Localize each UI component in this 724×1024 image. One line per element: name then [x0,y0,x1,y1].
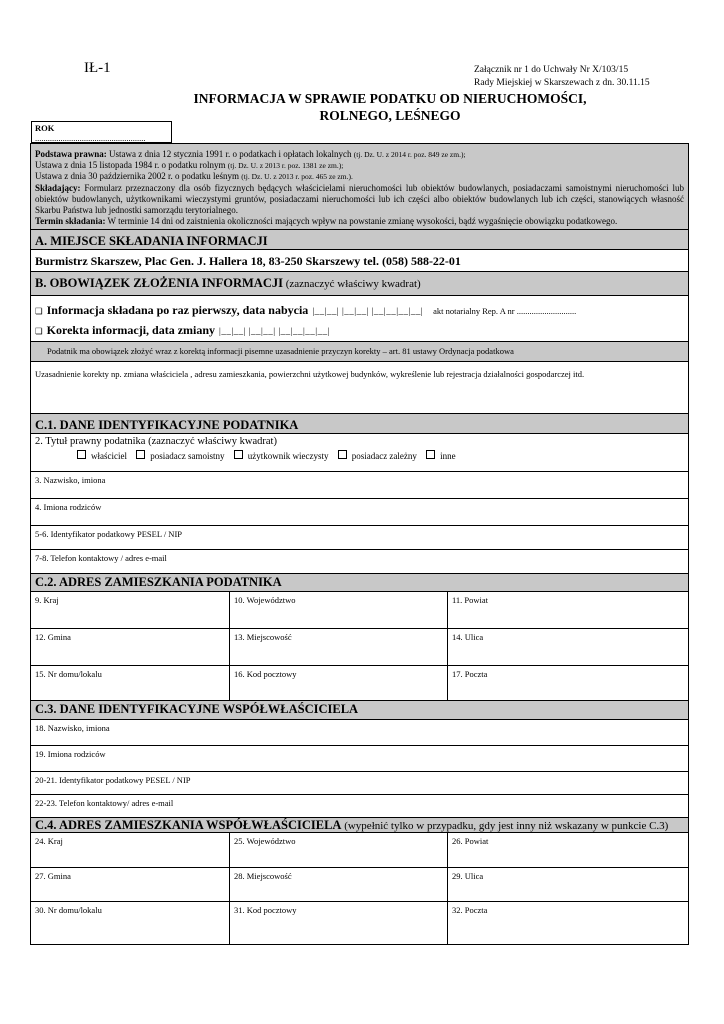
coowner-country-field[interactable] [31,833,229,867]
correction-row[interactable] [35,321,684,341]
correction-justification-field[interactable] [31,362,688,414]
notarial-deed-field[interactable]: akt notarialny Rep. A nr ............................ [433,306,577,316]
basis-3: Ustawa z dnia 30 października 2002 r. o podatku leśnym [35,171,242,182]
legal-title-field [31,434,688,472]
coowner-postal-code-label: 31. Kod pocztowy [234,905,297,915]
coowner-name-label: 18. Nazwisko, imiona [35,723,110,733]
acquisition-date-field[interactable]: |__|__| |__|__| |__|__|__|__| [312,306,424,316]
section-c1-header [31,414,688,434]
checkbox-independent-possessor[interactable] [136,450,145,459]
coowner-contact-field[interactable] [31,795,688,818]
legal-basis [31,144,688,230]
basis-2-ref: (tj. Dz. U. z 2013 r. poz. 1381 ze zm.); [227,161,344,171]
option-dependent-possessor-label: posiadacz zależny [351,451,417,461]
correction-label: Korekta informacji, data zmiany [46,323,216,337]
taxpayer-postal-code-field[interactable] [229,666,447,700]
coowner-post-office-field[interactable] [447,902,688,944]
basis-label: Podstawa prawna: [35,149,107,159]
section-c3-title: C.3. DANE IDENTYFIKACYJNE WSPÓŁWŁAŚCICIELA [35,702,359,716]
taxpayer-post-office-label: 17. Poczta [452,669,488,679]
year-placeholder: .................................................... [35,133,146,143]
taxpayer-locality-label: 13. Miejscowość [234,632,292,642]
year-field[interactable] [31,121,172,143]
basis-1: Ustawa z dnia 12 stycznia 1991 r. o podatkach i opłatach lokalnych [106,149,354,159]
coowner-street-label: 29. Ulica [452,871,484,881]
section-c3-header [31,701,688,720]
filer-text: Formularz przeznaczony dla osób fizycznych będących właścicielami nieruchomości lub obiektów budowlanych, posiadaczami samoistnymi nieruchomości lub obiektów budowlanych, użytkownikami wieczystymi gruntów, posiadaczami nieruchomości lub ich części albo obiektów budowlanych lub ich części, stanowiących własność Skarbu Państwa lub jednostki samorządu terytorialnego. [35,182,684,216]
coowner-address-row-2 [31,868,688,902]
year-label: ROK [35,123,55,133]
section-a-header [31,230,688,250]
taxpayer-street-field[interactable] [447,629,688,665]
coowner-commune-field[interactable] [31,868,229,901]
option-independent-possessor-label: posiadacz samoistny [150,451,225,461]
taxpayer-contact-field[interactable] [31,550,688,574]
coowner-address-row-3 [31,902,688,944]
coowner-street-field[interactable] [447,868,688,901]
taxpayer-street-label: 14. Ulica [452,632,484,642]
checkbox-other[interactable] [426,450,435,459]
tax-office-text: Burmistrz Skarszew, Plac Gen. J. Hallera 18, 83-250 Skarszewy tel. (058) 588-22-01 [35,254,461,268]
coowner-county-label: 26. Powiat [452,836,489,846]
taxpayer-house-number-field[interactable] [31,666,229,700]
annex-reference [474,64,650,90]
taxpayer-name-field[interactable] [31,472,688,499]
first-submission-row[interactable] [35,301,684,321]
taxpayer-county-field[interactable] [447,592,688,628]
taxpayer-county-label: 11. Powiat [452,595,489,605]
option-owner[interactable] [77,451,127,461]
taxpayer-house-number-label: 15. Nr domu/lokalu [35,669,102,679]
option-dependent-possessor[interactable] [338,451,417,461]
taxpayer-pesel-nip-field[interactable] [31,526,688,550]
section-c4-note: (wypełnić tylko w przypadku, gdy jest inny niż wskazany w punkcie C.3) [341,820,669,832]
form-code: IŁ-1 [84,60,111,76]
coowner-house-number-field[interactable] [31,902,229,944]
coowner-county-field[interactable] [447,833,688,867]
section-b-header [31,272,688,296]
deadline-label: Termin składania: [35,216,106,227]
first-submission-label: Informacja składana po raz pierwszy, data nabycia [46,303,309,317]
form-body [30,143,689,945]
tax-office [31,250,688,272]
taxpayer-pesel-nip-label: 5-6. Identyfikator podatkowy PESEL / NIP [35,529,182,539]
correction-duty-text: Podatnik ma obowiązek złożyć wraz z korektą informacji pisemne uzasadnienie przyczyn korekty – art. 81 ustawy Ordynacja podatkowa [47,346,514,356]
taxpayer-commune-field[interactable] [31,629,229,665]
document-title [100,90,680,124]
submission-type [31,296,688,342]
taxpayer-voivodeship-label: 10. Województwo [234,595,296,605]
taxpayer-address-row-3 [31,666,688,701]
coowner-house-number-label: 30. Nr domu/lokalu [35,905,102,915]
correction-duty-note [31,342,688,362]
coowner-pesel-nip-field[interactable] [31,772,688,795]
legal-title-label: 2. Tytuł prawny podatnika (zaznaczyć właściwy kwadrat) [35,436,277,447]
basis-1-ref: (tj. Dz. U. z 2014 r. poz. 849 ze zm.); [353,150,466,159]
coowner-commune-label: 27. Gmina [35,871,71,881]
section-c2-header [31,574,688,592]
section-c2-title: C.2. ADRES ZAMIESZKANIA PODATNIKA [35,575,282,589]
coowner-contact-label: 22-23. Telefon kontaktowy/ adres e-mail [35,798,174,808]
change-date-field[interactable]: |__|__| |__|__| |__|__|__|__| [219,326,330,336]
option-perpetual-user[interactable] [234,451,329,461]
taxpayer-address-row-2 [31,629,688,666]
section-c4-title: C.4. ADRES ZAMIESZKANIA WSPÓŁWŁAŚCICIELA [35,818,342,832]
coowner-parents-field[interactable] [31,746,688,772]
coowner-post-office-label: 32. Poczta [452,905,488,915]
deadline-text: W terminie 14 dni od zaistnienia okoliczności mających wpływ na powstanie zmianę wysokości, bądź wygaśnięcie obowiązku podatkowego. [105,216,618,227]
taxpayer-voivodeship-field[interactable] [229,592,447,628]
checkbox-dependent-possessor[interactable] [338,450,347,459]
section-c1-title: C.1. DANE IDENTYFIKACYJNE PODATNIKA [35,418,299,432]
section-c4-header [31,818,688,833]
checkbox-owner[interactable] [77,450,86,459]
taxpayer-postal-code-label: 16. Kod pocztowy [234,669,297,679]
basis-2: Ustawa z dnia 15 listopada 1984 r. o podatku rolnym [35,160,228,171]
title-line-1: INFORMACJA W SPRAWIE PODATKU OD NIERUCHOMOŚCI, [193,91,587,106]
legal-title-options [31,447,688,461]
checkbox-perpetual-user[interactable] [234,450,243,459]
taxpayer-country-field[interactable] [31,592,229,628]
taxpayer-contact-label: 7-8. Telefon kontaktowy / adres e-mail [35,553,167,563]
checkbox-first-submission[interactable]: ❏ [35,306,43,316]
coowner-postal-code-field[interactable] [229,902,447,944]
coowner-voivodeship-label: 25. Województwo [234,836,296,846]
taxpayer-parents-label: 4. Imiona rodziców [35,502,102,512]
taxpayer-post-office-field[interactable] [447,666,688,700]
coowner-parents-label: 19. Imiona rodziców [35,749,106,759]
annex-line-1: Załącznik nr 1 do Uchwały Nr X/103/15 [474,65,629,75]
taxpayer-country-label: 9. Kraj [35,595,59,605]
coowner-locality-label: 28. Miejscowość [234,871,292,881]
taxpayer-locality-field[interactable] [229,629,447,665]
basis-3-ref: (tj. Dz. U. z 2013 r. poz. 465 ze zm.). [241,172,353,182]
title-line-2: ROLNEGO, LEŚNEGO [319,108,461,123]
checkbox-correction[interactable]: ❏ [35,326,43,336]
section-b-title: B. OBOWIĄZEK ZŁOŻENIA INFORMACJI [35,276,283,290]
coowner-voivodeship-field[interactable] [229,833,447,867]
taxpayer-commune-label: 12. Gmina [35,632,71,642]
option-other[interactable] [426,451,456,461]
option-independent-possessor[interactable] [136,451,224,461]
filer-label: Składający: [35,182,81,193]
coowner-locality-field[interactable] [229,868,447,901]
coowner-address-row-1 [31,833,688,868]
option-owner-label: właściciel [91,451,127,461]
correction-justification-label: Uzasadnienie korekty np. zmiana właściciela , adresu zamieszkania, powierzchni użytkowej budynków, wykreślenie lub rejestracja działalności gospodarczej itd. [35,369,585,379]
option-other-label: inne [440,451,456,461]
coowner-pesel-nip-label: 20-21. Identyfikator podatkowy PESEL / NIP [35,775,191,785]
coowner-country-label: 24. Kraj [35,836,63,846]
coowner-name-field[interactable] [31,720,688,746]
section-a-title: A. MIEJSCE SKŁADANIA INFORMACJI [35,234,268,248]
taxpayer-parents-field[interactable] [31,499,688,526]
section-b-note: (zaznaczyć właściwy kwadrat) [282,278,421,290]
option-perpetual-user-label: użytkownik wieczysty [247,451,329,461]
taxpayer-address-row-1 [31,592,688,629]
taxpayer-name-label: 3. Nazwisko, imiona [35,475,106,485]
annex-line-2: Rady Miejskiej w Skarszewach z dn. 30.11.15 [474,78,650,88]
